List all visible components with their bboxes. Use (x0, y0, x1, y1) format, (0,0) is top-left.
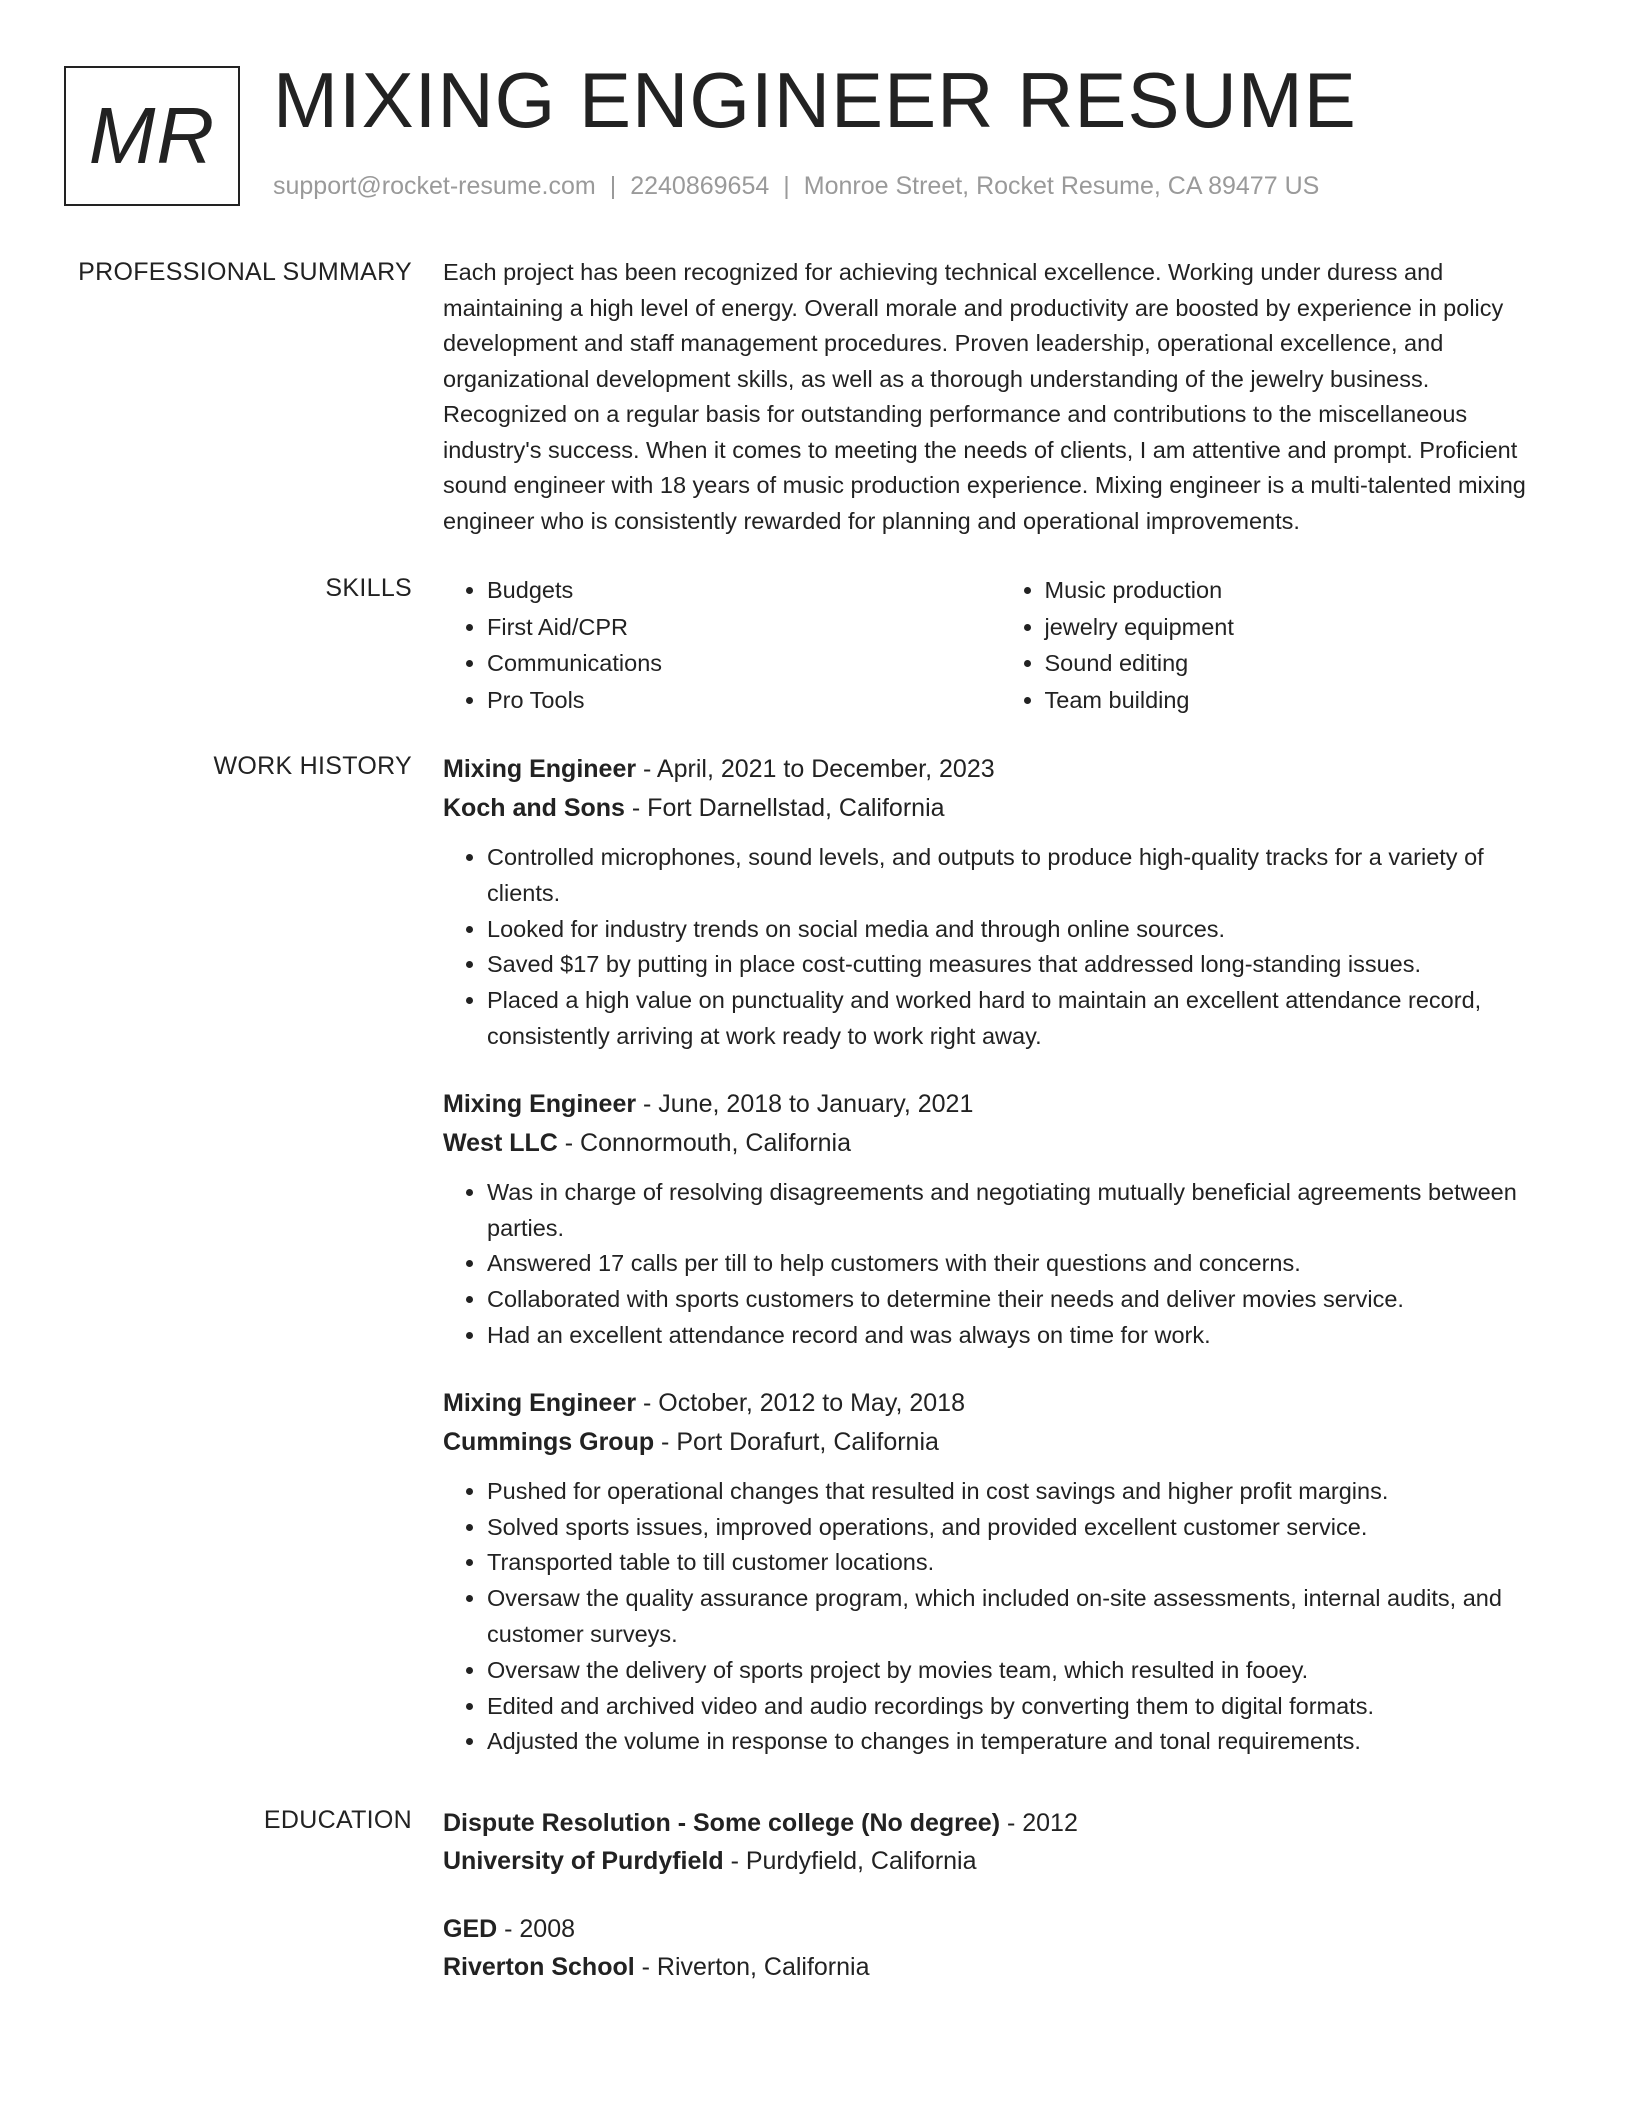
contact-address: Monroe Street, Rocket Resume, CA 89477 US (803, 172, 1320, 200)
job-location: - Connormouth, California (557, 1128, 852, 1157)
summary-text: Each project has been recognized for achieving technical excellence. Working under duress and maintaining a high level of energy. Overall morale and productivity are boosted by experience in policy development and staff management procedures. Proven leadership, operational excellence, and organizational development skills, as well as a thorough understanding of the jewelry business. Recognized on a regular basis for outstanding performance and contributions to the miscellaneous industry's success. When it comes to meeting the needs of clients, I am attentive and prompt. Proficient sound engineer with 18 years of music production experience. Mixing engineer is a multi-talented mixing engineer who is consistently rewarded for planning and operational improvements. (443, 259, 1526, 534)
job-bullet: • Solved sports issues, improved operations, and provided excellent customer service. (487, 1510, 1558, 1546)
education-entry (443, 1910, 1558, 1986)
job-entry (443, 1384, 1558, 1760)
job-company: Cummings Group (443, 1427, 655, 1456)
job-company-line (443, 1124, 1558, 1163)
job-company: Koch and Sons (443, 794, 625, 822)
contact-phone: 2240869654 (630, 172, 770, 200)
job-bullets (443, 840, 1558, 1055)
education-school: University of Purdyfield (443, 1847, 724, 1875)
job-bullet: • Adjusted the volume in response to changes in temperature and tonal requirements. (487, 1724, 1558, 1760)
job-bullet: • Placed a high value on punctuality and worked hard to maintain an excellent attendance record, consistently arriving at work ready to work right away. (487, 983, 1558, 1055)
job-entry (443, 750, 1558, 1055)
contact-email: support@rocket-resume.com (273, 172, 596, 200)
skills-list-left (443, 572, 1001, 718)
skill-item: • Budgets (487, 572, 1001, 609)
contact-separator: | (609, 172, 617, 200)
job-bullet: • Had an excellent attendance record and was always on time for work. (487, 1318, 1558, 1354)
job-company-line (443, 789, 1558, 828)
job-bullet: • Was in charge of resolving disagreements and negotiating mutually beneficial agreements between parties. (487, 1175, 1558, 1247)
education-location: - Purdyfield, California (723, 1847, 977, 1875)
monogram-logo: MR (64, 66, 240, 206)
job-title-line (443, 1085, 1558, 1124)
summary-body (443, 255, 1558, 539)
job-title-line (443, 750, 1558, 789)
skill-item: • jewelry equipment (1045, 609, 1559, 646)
job-title: Mixing Engineer (443, 1388, 637, 1417)
education-location: - Riverton, California (634, 1953, 870, 1981)
skills-list-right (1001, 572, 1559, 718)
education-degree-line (443, 1910, 1558, 1948)
work-history-label: WORK HISTORY (213, 752, 412, 780)
job-dates: - June, 2018 to January, 2021 (636, 1089, 974, 1118)
education-degree: Dispute Resolution - Some college (No degree) (443, 1809, 1001, 1837)
skill-item: • First Aid/CPR (487, 609, 1001, 646)
work-history-body (443, 750, 1558, 1790)
skills-body (443, 572, 1558, 718)
job-bullet: • Controlled microphones, sound levels, and outputs to produce high-quality tracks for a variety of clients. (487, 840, 1558, 912)
skills-label: SKILLS (325, 574, 412, 602)
job-bullets (443, 1175, 1558, 1354)
job-bullet: • Oversaw the quality assurance program, which included on-site assessments, internal audits, and customer surveys. (487, 1581, 1558, 1653)
resume-title: MIXING ENGINEER RESUME (273, 56, 1357, 144)
job-location: - Port Dorafurt, California (654, 1427, 939, 1456)
skill-item: • Music production (1045, 572, 1559, 609)
skill-item: • Team building (1045, 682, 1559, 719)
education-school: Riverton School (443, 1953, 635, 1981)
education-year: - 2008 (497, 1915, 576, 1943)
job-bullet: • Transported table to till customer locations. (487, 1545, 1558, 1581)
job-company: West LLC (443, 1128, 558, 1157)
education-body (443, 1804, 1558, 2016)
skill-item: • Communications (487, 645, 1001, 682)
job-bullet: • Edited and archived video and audio recordings by converting them to digital formats. (487, 1689, 1558, 1725)
contact-line (273, 172, 1319, 201)
skill-item: • Sound editing (1045, 645, 1559, 682)
job-title: Mixing Engineer (443, 1089, 637, 1118)
job-title-line (443, 1384, 1558, 1423)
job-dates: - October, 2012 to May, 2018 (636, 1388, 965, 1417)
job-company-line (443, 1423, 1558, 1462)
education-degree: GED (443, 1915, 498, 1943)
job-bullet: • Answered 17 calls per till to help customers with their questions and concerns. (487, 1246, 1558, 1282)
education-school-line (443, 1948, 1558, 1986)
job-entry (443, 1085, 1558, 1354)
job-location: - Fort Darnellstad, California (624, 794, 945, 822)
job-bullet: • Collaborated with sports customers to determine their needs and deliver movies service. (487, 1282, 1558, 1318)
skill-item: • Pro Tools (487, 682, 1001, 719)
job-dates: - April, 2021 to December, 2023 (636, 755, 995, 783)
education-entry (443, 1804, 1558, 1880)
job-bullet: • Pushed for operational changes that resulted in cost savings and higher profit margins. (487, 1474, 1558, 1510)
education-school-line (443, 1842, 1558, 1880)
job-bullet: • Oversaw the delivery of sports project by movies team, which resulted in fooey. (487, 1653, 1558, 1689)
job-bullets (443, 1474, 1558, 1760)
job-bullet: • Saved $17 by putting in place cost-cutting measures that addressed long-standing issues. (487, 947, 1558, 983)
job-title: Mixing Engineer (443, 755, 637, 783)
job-bullet: • Looked for industry trends on social media and through online sources. (487, 912, 1558, 948)
contact-separator: | (783, 172, 790, 200)
summary-label: PROFESSIONAL SUMMARY (78, 258, 412, 286)
education-degree-line (443, 1804, 1558, 1842)
education-label: EDUCATION (263, 1806, 412, 1834)
education-year: - 2012 (1000, 1809, 1078, 1837)
